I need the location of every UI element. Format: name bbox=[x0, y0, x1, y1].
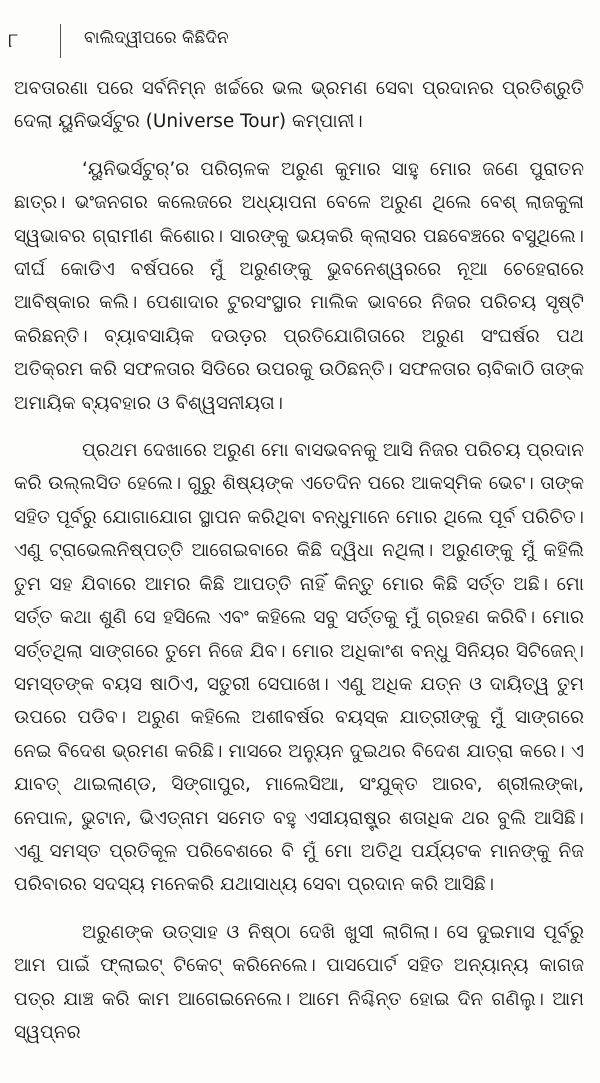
running-title: ବାଲିଦ୍ୱୀପରେ କିଛିଦିନ bbox=[84, 28, 229, 48]
body-text bbox=[14, 72, 584, 1063]
paragraph-intro: ଅବତାରଣା ପରେ ସର୍ବନିମ୍ନ ଖର୍ଚ୍ଚରେ ଭଲ ଭ୍ରମଣ ସେବା ପ୍ରଦାନର ପ୍ରତିଶ୍ରୁତି ଦେଲା ୟୁନିଭର୍ସଟୁର (Universe Tour) କମ୍ପାନୀ। bbox=[14, 78, 584, 133]
header-divider bbox=[60, 24, 61, 58]
paragraph-arun-introduction: ‘ୟୁନିଭର୍ସଟୁର୍’ର ପରିଚାଳକ ଅରୁଣ କୁମାର ସାହୁ ମୋର ଜଣେ ପୁରାତନ ଛାତ୍ର। ଭଂଜନଗର କଲେଜରେ ଅଧ୍ୟାପନା ବେଳେ ଅରୁଣ ଥିଲେ ବେଶ୍ ଲାଜକୁଳା ସ୍ୱଭାବର ଗ୍ରାମୀଣ କିଶୋର। ସାରଙ୍କୁ ଭୟକରି କ୍ଲାସର ପଛବେଞ୍ଚରେ ବସୁଥିଲେ। ଦୀର୍ଘ କୋଡିଏ ବର୍ଷପରେ ମୁଁ ଅରୁଣଙ୍କୁ ଭୁବନେଶ୍ୱରରେ ନୂଆ ଚେହେରାରେ ଆବିଷ୍କାର କଲି। ପେଶାଦାର ଟୁରସଂସ୍ଥାର ମାଲିକ ଭାବରେ ନିଜର ପରିଚୟ ସୃଷ୍ଟି କରିଛନ୍ତି। ବ୍ୟାବସାୟିକ ଦଉଡ଼ର ପ୍ରତିଯୋଗିତାରେ ଅରୁଣ ସଂଘର୍ଷର ପଥ ଅତିକ୍ରମ କରି ସଫଳତାର ସିଡିରେ ଉପରକୁ ଉଠିଛନ୍ତି। ସଫଳତାର ଚାବିକାଠି ତାଙ୍କ ଅମାୟିକ ବ୍ୟବହାର ଓ ବିଶ୍ୱସନୀୟତା। bbox=[14, 158, 584, 414]
paragraph-preparation: ଅରୁଣଙ୍କ ଉତ୍ସାହ ଓ ନିଷ୍ଠା ଦେଖି ଖୁସୀ ଲାଗିଲା। ସେ ଦୁଇମାସ ପୂର୍ବରୁ ଆମ ପାଇଁ ଫ୍ଲାଇଟ୍ ଟିକେଟ୍ କରିନେଲେ। ପାସପୋର୍ଟ ସହିତ ଅନ୍ୟାନ୍ୟ କାଗଜ ପତ୍ର ଯାଞ୍ଚ କରି କାମ ଆଗେଇନେଲେ। ଆମେ ନିଶ୍ଚିନ୍ତ ହୋଇ ଦିନ ଗଣିଲୁ। ଆମ ସ୍ୱପ୍ନର bbox=[14, 921, 584, 1043]
page-number: ୮ bbox=[8, 28, 19, 52]
page-header bbox=[8, 26, 60, 54]
paragraph-first-meeting: ପ୍ରଥମ ଦେଖାରେ ଅରୁଣ ମୋ ବାସଭବନକୁ ଆସି ନିଜର ପରିଚୟ ପ୍ରଦାନ କରି ଉଲ୍ଲସିତ ହେଲେ। ଗୁରୁ ଶିଷ୍ୟଙ୍କ ଏତେଦିନ ପରେ ଆକସ୍ମିକ ଭେଟ। ତାଙ୍କ ସହିତ ପୂର୍ବରୁ ଯୋଗାଯୋଗ ସ୍ଥାପନ କରିଥିବା ବନ୍ଧୁମାନେ ମୋର ଥିଲେ ପୂର୍ବ ପରିଚିତ। ଏଣୁ ଟ୍ରାଭେଲନିଷ୍ପତ୍ତି ଆଗେଇବାରେ କିଛି ଦ୍ୱିଧା ନଥିଲା। ଅରୁଣଙ୍କୁ ମୁଁ କହିଲି ତୁମ ସହ ଯିବାରେ ଆମର କିଛି ଆପତ୍ତି ନାହିଁ କିନ୍ତୁ ମୋର କିଛି ସର୍ତ୍ତ ଅଛି। ମୋ ସର୍ତ୍ତ କଥା ଶୁଣି ସେ ହସିଲେ ଏବଂ କହିଲେ ସବୁ ସର୍ତ୍ତକୁ ମୁଁ ଗ୍ରହଣ କରିବି। ମୋର ସର୍ତ୍ତଥିଲା ସାଙ୍ଗରେ ତୁମେ ନିଜେ ଯିବ। ମୋର ଅଧିକାଂଶ ବନ୍ଧୁ ସିନିୟର ସିଟିଜେନ୍। ସମସ୍ତଙ୍କ ବୟସ ଷାଠିଏ, ସତୁରୀ ସେପାଖେ। ଏଣୁ ଅଧିକ ଯତ୍ନ ଓ ଦାୟିତ୍ୱ ତୁମ ଉପରେ ପଡିବ। ଅରୁଣ କହିଲେ ଅଶୀବର୍ଷର ବୟସ୍କ ଯାତ୍ରୀଙ୍କୁ ମୁଁ ସାଙ୍ଗରେ ନେଇ ବିଦେଶ ଭ୍ରମଣ କରିଛି। ମାସରେ ଅନ୍ୟୁନ ଦୁଇଥର ବିଦେଶ ଯାତ୍ରା କରେ। ଏ ଯାବତ୍ ଥାଇଲାଣ୍ଡ, ସିଙ୍ଗାପୁର, ମାଲେସିଆ, ସଂଯୁକ୍ତ ଆରବ, ଶ୍ରୀଲଙ୍କା, ନେପାଳ, ଭୁଟାନ, ଭିଏତ୍‌ନାମ ସମେତ ବହୁ ଏସୀୟରାଷ୍ଟ୍ର ଶତାଧିକ ଥର ବୁଲି ଆସିଛି। ଏଣୁ ସମସ୍ତ ପ୍ରତିକୂଳ ପରିବେଶରେ ବି ମୁଁ ମୋ ଅତିଥି ପର୍ଯ୍ୟଟକ ମାନଙ୍କୁ ନିଜ ପରିବାରର ସଦସ୍ୟ ମନେକରି ଯଥାସାଧ୍ୟ ସେବା ପ୍ରଦାନ କରି ଆସିଛି। bbox=[14, 440, 584, 896]
